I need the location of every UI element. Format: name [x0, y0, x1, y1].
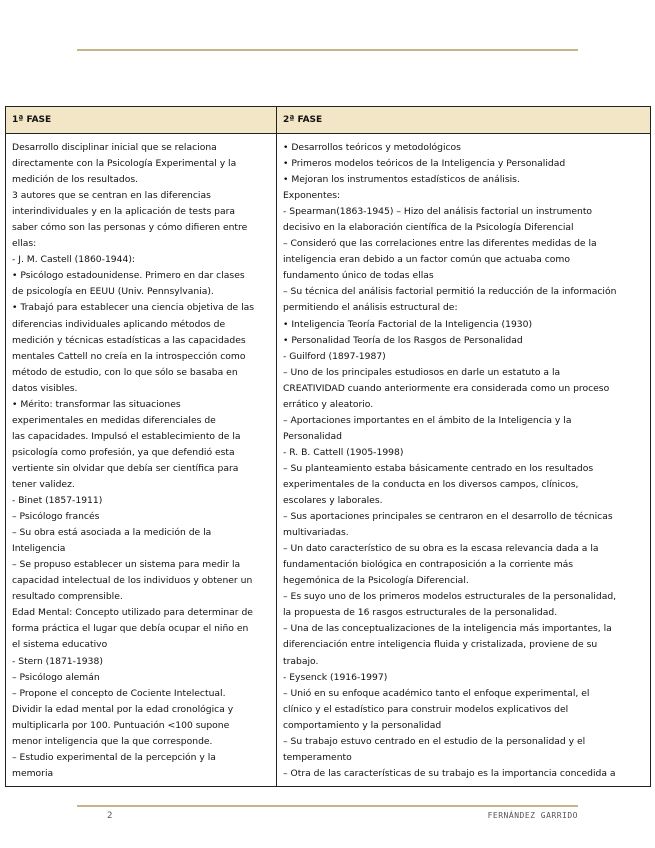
text-line: fundamentación biológica en contraposición a la corriente más — [283, 559, 574, 571]
text-line: • Mérito: transformar las situaciones — [12, 398, 181, 410]
text-line: • Trabajó para establecer una ciencia objetiva de las — [12, 302, 255, 314]
phases-table — [5, 106, 651, 787]
text-line: - Binet (1857-1911) — [12, 495, 103, 507]
text-line: vertiente sin olvidar que debía ser científica para — [12, 462, 239, 474]
text-line: hegemónica de la Psicología Diferencial. — [283, 575, 469, 587]
text-line: – Sus aportaciones principales se centraron en el desarrollo de técnicas — [283, 511, 613, 523]
text-line: diferenciación entre inteligencia fluida y cristalizada, proviene de su — [283, 639, 598, 651]
table-header-row — [6, 107, 651, 134]
text-line: – Se propuso establecer un sistema para medir la — [12, 559, 241, 571]
text-line: menor inteligencia que la que corresponde. — [12, 735, 213, 747]
text-line: método de estudio, con lo que sólo se basaba en — [12, 366, 238, 378]
text-line: 3 autores que se centran en las diferencias — [12, 190, 211, 202]
text-line: Personalidad — [283, 430, 342, 442]
footer-author: FERNÁNDEZ GARRIDO — [487, 811, 578, 820]
text-line: • Primeros modelos teóricos de la Inteligencia y Personalidad — [283, 158, 566, 170]
text-line: multiplicarla por 100. Puntuación <100 supone — [12, 719, 230, 731]
text-line: temperamento — [283, 751, 352, 763]
text-line: las capacidades. Impulsó el establecimiento de la — [12, 430, 241, 442]
text-line: medición y técnicas estadísticas a las capacidades — [12, 334, 246, 346]
text-line: - Spearman(1863-1945) – Hizo del análisis factorial un instrumento — [283, 206, 593, 218]
text-line: CREATIVIDAD cuando anteriormente era considerada como un proceso — [283, 382, 610, 394]
text-line: - R. B. Cattell (1905-1998) — [283, 446, 404, 458]
text-line: Desarrollo disciplinar inicial que se relaciona — [12, 142, 217, 153]
text-line: – Su técnica del análisis factorial permitió la reducción de la información — [283, 286, 617, 298]
text-line: diferencias individuales aplicando métodos de — [12, 318, 226, 330]
text-line: – Psicólogo alemán — [12, 671, 100, 683]
text-line: decisivo en la elaboración científica de la Psicología Diferencial — [283, 222, 574, 234]
text-line: inteligencia eran debido a un factor común que actuaba como — [283, 254, 570, 266]
text-line: directamente con la Psicología Experimental y la — [12, 158, 237, 170]
text-line: Inteligencia — [12, 543, 66, 555]
text-line: experimentales de la conducta en los diversos campos, clínicos, — [283, 478, 579, 490]
text-line: - Guilford (1897-1987) — [283, 350, 386, 362]
phase-2-cell — [277, 134, 651, 787]
text-line: forma práctica el lugar que debía ocupar el niño en — [12, 623, 249, 635]
text-line: – Unió en su enfoque académico tanto el enfoque experimental, el — [283, 687, 590, 699]
text-line: clínico y el estadístico para construir modelos explicativos del — [283, 703, 569, 715]
text-line: - J. M. Castell (1860-1944): — [12, 254, 136, 266]
text-line: Edad Mental: Concepto utilizado para determinar de — [12, 607, 253, 619]
text-line: resultado comprensible. — [12, 591, 123, 603]
text-line: – Consideró que las correlaciones entre las diferentes medidas de la — [283, 238, 597, 250]
text-line: interindividuales y en la aplicación de tests para — [12, 206, 236, 218]
text-line: experimentales en medidas diferenciales de — [12, 414, 216, 426]
text-line: – Un dato característico de su obra es la escasa relevancia dada a la — [283, 543, 599, 555]
text-line: multivariadas. — [283, 527, 349, 539]
text-line: Exponentes: — [283, 190, 341, 202]
text-line: permitiendo el análisis estructural de: — [283, 302, 458, 314]
text-line: fundamento único de todas ellas — [283, 270, 434, 282]
text-line: – Una de las conceptualizaciones de la inteligencia más importantes, la — [283, 623, 612, 635]
text-line: de psicología en EEUU (Univ. Pennsylvania). — [12, 286, 214, 298]
text-line: ellas: — [12, 238, 37, 250]
text-line: psicología como profesión, ya que defendió esta — [12, 446, 235, 458]
text-line: saber cómo son las personas y cómo difieren entre — [12, 222, 248, 234]
text-line: – Psicólogo francés — [12, 511, 100, 523]
text-line: • Psicólogo estadounidense. Primero en dar clases — [12, 270, 245, 282]
text-line: errático y aleatorio. — [283, 398, 374, 410]
header-phase-2: 2ª FASE — [277, 107, 651, 134]
text-line: – Aportaciones importantes en el ámbito de la Inteligencia y la — [283, 414, 572, 426]
text-line: datos visibles. — [12, 382, 78, 394]
text-line: comportamiento y la personalidad — [283, 719, 442, 731]
text-line: capacidad intelectual de los individuos y obtener un — [12, 575, 253, 587]
header-phase-1: 1ª FASE — [6, 107, 277, 134]
text-line: el sistema educativo — [12, 639, 108, 651]
text-line: mentales Cattell no creía en la introspección como — [12, 350, 246, 362]
text-line: escolares y laborales. — [283, 495, 383, 507]
text-line: trabajo. — [283, 655, 319, 667]
text-line: - Stern (1871-1938) — [12, 655, 103, 667]
text-line: – Propone el concepto de Cociente Intelectual. — [12, 687, 226, 699]
text-line: • Mejoran los instrumentos estadísticos de análisis. — [283, 174, 520, 186]
footer-rule — [77, 805, 578, 807]
text-line: la propuesta de 16 rasgos estructurales de la personalidad. — [283, 607, 558, 619]
text-line: • Personalidad Teoría de los Rasgos de Personalidad — [283, 334, 523, 346]
phase-1-text — [12, 140, 270, 782]
text-line: – Uno de los principales estudiosos en darle un estatuto a la — [283, 366, 561, 378]
text-line: – Su planteamiento estaba básicamente centrado en los resultados — [283, 462, 594, 474]
text-line: – Otra de las características de su trabajo es la importancia concedida a — [283, 767, 616, 779]
text-line: tener validez. — [12, 478, 75, 490]
text-line: medición de los resultados. — [12, 174, 139, 186]
text-line: – Es suyo uno de los primeros modelos estructurales de la personalidad, — [283, 591, 617, 603]
text-line: – Estudio experimental de la percepción y la — [12, 751, 216, 763]
phase-2-text — [283, 140, 644, 782]
text-line: – Su obra está asociada a la medición de la — [12, 527, 212, 539]
header-rule — [77, 49, 578, 51]
text-line: Dividir la edad mental por la edad cronológica y — [12, 703, 234, 715]
page-number: 2 — [107, 811, 113, 821]
text-line: memoria — [12, 767, 54, 779]
text-line: – Su trabajo estuvo centrado en el estudio de la personalidad y el — [283, 735, 586, 747]
text-line: • Inteligencia Teoría Factorial de la Inteligencia (1930) — [283, 318, 533, 330]
text-line: - Eysenck (1916-1997) — [283, 671, 388, 683]
text-line: • Desarrollos teóricos y metodológicos — [283, 142, 461, 153]
phase-1-cell — [6, 134, 277, 787]
table-body-row — [6, 134, 651, 787]
